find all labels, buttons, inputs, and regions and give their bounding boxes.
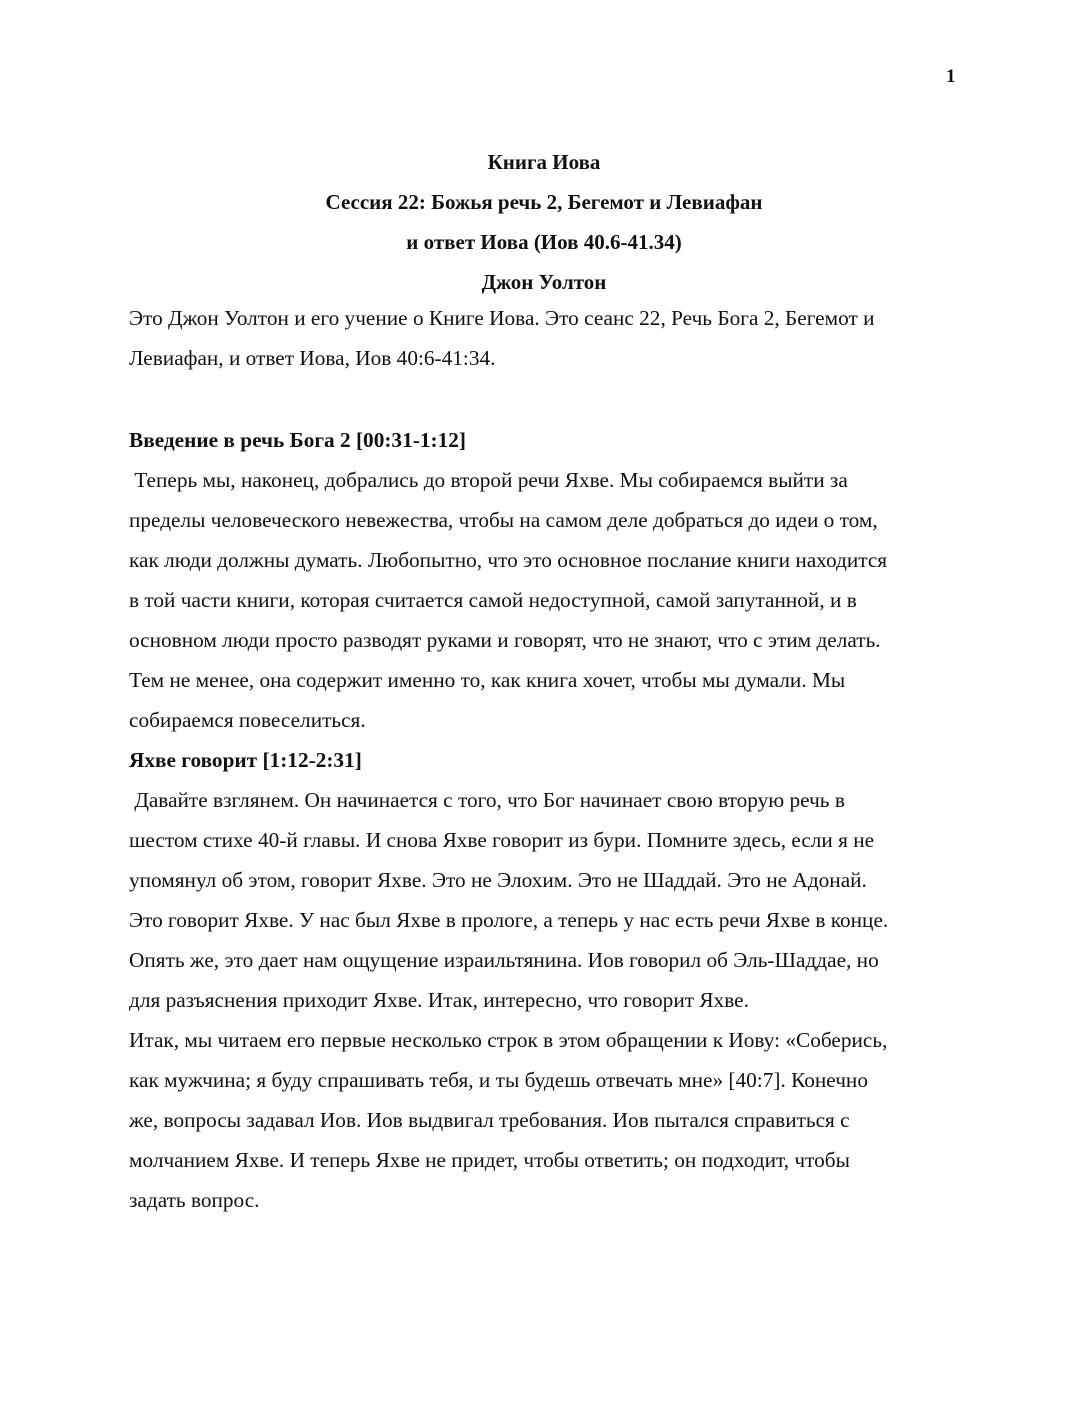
paragraph-line: Опять же, это дает нам ощущение израильтянина. Иов говорил об Эль-Шаддае, но (129, 948, 879, 972)
paragraph-line: шестом стихе 40-й главы. И снова Яхве говорит из бури. Помните здесь, если я не (129, 828, 875, 852)
author-name: Джон Уолтон (481, 270, 607, 294)
section-intro-god-speech (129, 420, 969, 1220)
paragraph-line: как люди должны думать. Любопытно, что это основное послание книги находится (129, 548, 888, 572)
paragraph-line: Теперь мы, наконец, добрались до второй речи Яхве. Мы собираемся выйти за (129, 468, 848, 492)
paragraph-line: упомянул об этом, говорит Яхве. Это не Элохим. Это не Шаддай. Это не Адонай. (129, 868, 867, 892)
section-heading: Введение в речь Бога 2 [00:31-1:12] (129, 428, 466, 452)
document-title: Книга Иова (487, 150, 601, 174)
document-header (0, 142, 1088, 302)
intro-paragraph (129, 298, 969, 378)
paragraph-line: собираемся повеселиться. (129, 708, 366, 732)
paragraph-line: как мужчина; я буду спрашивать тебя, и ты будешь отвечать мне» [40:7]. Конечно (129, 1068, 868, 1092)
page-number: 1 (946, 66, 956, 87)
paragraph-line: основном люди просто разводят руками и говорят, что не знают, что с этим делать. (129, 628, 881, 652)
paragraph-line: же, вопросы задавал Иов. Иов выдвигал требования. Иов пытался справиться с (129, 1108, 850, 1132)
session-title-line-1: Сессия 22: Божья речь 2, Бегемот и Левиафан (325, 190, 763, 214)
intro-line: Это Джон Уолтон и его учение о Книге Иова. Это сеанс 22, Речь Бога 2, Бегемот и (129, 306, 875, 330)
paragraph-line: Тем не менее, она содержит именно то, как книга хочет, чтобы мы думали. Мы (129, 668, 846, 692)
section-heading: Яхве говорит [1:12-2:31] (129, 748, 362, 772)
paragraph-line: Итак, мы читаем его первые несколько строк в этом обращении к Иову: «Соберись, (129, 1028, 888, 1052)
paragraph-line: в той части книги, которая считается самой недоступной, самой запутанной, и в (129, 588, 857, 612)
paragraph-line: молчанием Яхве. И теперь Яхве не придет, чтобы ответить; он подходит, чтобы (129, 1148, 850, 1172)
intro-line: Левиафан, и ответ Иова, Иов 40:6-41:34. (129, 346, 496, 370)
paragraph-line: Это говорит Яхве. У нас был Яхве в прологе, а теперь у нас есть речи Яхве в конце. (129, 908, 889, 932)
session-title-line-2: и ответ Иова (Иов 40.6-41.34) (406, 230, 682, 254)
paragraph-line: задать вопрос. (129, 1188, 260, 1212)
paragraph-line: пределы человеческого невежества, чтобы на самом деле добраться до идеи о том, (129, 508, 878, 532)
paragraph-line: Давайте взглянем. Он начинается с того, что Бог начинает свою вторую речь в (129, 788, 845, 812)
paragraph-line: для разъяснения приходит Яхве. Итак, интересно, что говорит Яхве. (129, 988, 749, 1012)
